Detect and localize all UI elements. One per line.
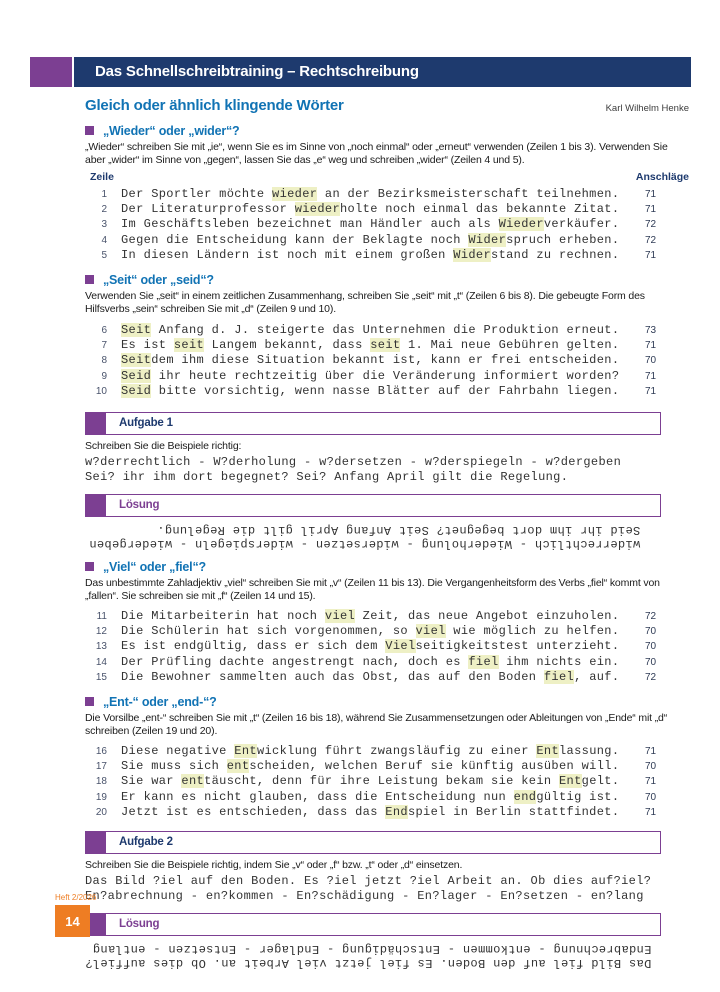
strokes-count: 71 xyxy=(645,385,657,397)
line-list xyxy=(85,323,689,399)
section-heading-label: „Ent-“ oder „end-“? xyxy=(103,695,217,710)
task-intro: Schreiben Sie die Beispiele richtig: xyxy=(85,440,242,453)
task-marker-icon xyxy=(86,832,106,853)
sentence-text: Seid bitte vorsichtig, wenn nasse Blätter auf der Fahrbahn liegen. xyxy=(121,383,620,398)
page-content xyxy=(85,97,689,969)
highlighted-segment: seit xyxy=(173,338,205,353)
highlighted-segment: Seit xyxy=(121,323,152,338)
sentence-text: Sie muss sich entscheiden, welchen Beruf sie künftig ausüben will. xyxy=(121,759,620,774)
strokes-count: 72 xyxy=(645,671,657,683)
line-number: 13 xyxy=(95,641,107,653)
mono-line: Das Bild fiel auf den Boden. Es fiel jetzt viel Arbeit an. Ob dies auffiel? xyxy=(85,956,652,971)
sentence-text: In diesen Ländern ist noch mit einem großen Widerstand zu rechnen. xyxy=(121,247,620,262)
sentence-text: Die Bewohner sammelten auch das Obst, das auf den Boden fiel, auf. xyxy=(121,669,620,684)
task-marker-icon xyxy=(86,413,106,434)
sentence-text: Die Mitarbeiterin hat noch viel Zeit, das neue Angebot einzuholen. xyxy=(121,609,620,624)
section-bullet-icon xyxy=(85,562,94,571)
line-row xyxy=(85,805,689,820)
line-number: 3 xyxy=(101,219,107,231)
line-row xyxy=(85,338,689,353)
highlighted-segment: wieder xyxy=(272,187,318,201)
section-intro: „Wieder“ schreiben Sie mit „ie“, wenn Sie es im Sinne von „noch einmal“ oder „erneut“ verwenden (Zeilen 1 bis 3). Verwenden Sie aber „wider“ im Sinne von „gegen“, lassen Sie das „e“ weg und schreiben „wider“ (Zeilen 4 und 5). xyxy=(85,141,668,166)
mono-line: widerrechtlich - Wiederholung - widersetzen - widerspiegeln - wiedergeben xyxy=(88,537,640,552)
line-row xyxy=(85,248,689,263)
solution-rotated-text xyxy=(89,523,640,550)
strokes-count: 70 xyxy=(645,656,657,668)
highlighted-segment: fiel xyxy=(543,669,575,684)
line-row xyxy=(85,609,689,624)
strokes-count: 70 xyxy=(645,791,657,803)
highlighted-segment: seit xyxy=(370,338,401,353)
sentence-text: Es ist endgültig, dass er sich dem Vielseitigkeitstest unterzieht. xyxy=(121,639,620,654)
line-number: 12 xyxy=(95,626,107,638)
line-number: 7 xyxy=(101,340,107,352)
sentence-text: Im Geschäftsleben bezeichnet man Händler auch als Wiederverkäufer. xyxy=(121,217,620,232)
task-box-1 xyxy=(85,412,661,435)
sentence-text: Diese negative Entwicklung führt zwangsläufig zu einer Entlassung. xyxy=(121,744,620,759)
line-number: 6 xyxy=(101,325,107,337)
line-number: 11 xyxy=(96,611,107,623)
line-list xyxy=(85,187,689,263)
sentence-text: Gegen die Entscheidung kann der Beklagte noch Widerspruch erheben. xyxy=(121,232,620,247)
strokes-count: 71 xyxy=(645,204,657,216)
sentence-text: Die Schülerin hat sich vorgenommen, so viel wie möglich zu helfen. xyxy=(121,624,620,639)
line-row xyxy=(85,384,689,399)
solution-label: Lösung xyxy=(119,918,160,931)
line-number: 17 xyxy=(95,761,107,773)
sentence-text: Jetzt ist es entschieden, dass das Endspiel in Berlin stattfindet. xyxy=(121,804,620,819)
line-row xyxy=(85,353,689,368)
section-heading-viel xyxy=(85,560,689,574)
task-intro: Schreiben Sie die Beispiele richtig, indem Sie „v“ oder „f“ bzw. „t“ oder „d“ einsetzen. xyxy=(85,859,463,872)
mono-line: Endabrechnung - entkommen - Entschädigung - Endlager - Entsetzen - entlang xyxy=(92,942,652,957)
line-number: 20 xyxy=(95,806,107,818)
strokes-count: 71 xyxy=(645,340,657,352)
line-row xyxy=(85,233,689,248)
line-row xyxy=(85,323,689,338)
solution-box-1 xyxy=(85,494,661,517)
line-row xyxy=(85,624,689,639)
highlighted-segment: Ent xyxy=(558,774,582,789)
line-number: 4 xyxy=(101,234,107,246)
page-footer xyxy=(55,893,96,937)
task-label: Aufgabe 1 xyxy=(119,417,173,430)
strokes-count: 71 xyxy=(645,249,657,261)
highlighted-segment: Seid xyxy=(121,368,152,383)
line-number: 14 xyxy=(95,656,107,668)
sentence-text: Der Sportler möchte wieder an der Bezirksmeisterschaft teilnehmen. xyxy=(121,187,620,201)
line-number: 1 xyxy=(101,189,107,200)
strokes-count: 71 xyxy=(645,189,657,200)
strokes-count: 71 xyxy=(645,746,657,758)
section-bullet-icon xyxy=(85,697,94,706)
line-row xyxy=(85,217,689,232)
sentence-text: Seitdem ihm diese Situation bekannt ist, kann er frei entscheiden. xyxy=(121,353,620,368)
line-row xyxy=(85,759,689,774)
section-heading-label: „Viel“ oder „fiel“? xyxy=(103,560,206,575)
highlighted-segment: end xyxy=(513,789,537,804)
sentence-text: Der Literaturprofessor wiederholte noch einmal das bekannte Zitat. xyxy=(121,202,620,217)
line-number: 2 xyxy=(101,204,107,216)
author-name: Karl Wilhelm Henke xyxy=(605,103,689,114)
strokes-count: 72 xyxy=(645,219,657,231)
strokes-count: 71 xyxy=(645,370,657,382)
strokes-count: 70 xyxy=(645,355,657,367)
line-row xyxy=(85,655,689,670)
header-banner xyxy=(30,57,691,87)
line-row xyxy=(85,202,689,217)
page-number-badge: 14 xyxy=(55,905,90,937)
line-number: 5 xyxy=(101,249,107,261)
line-number: 8 xyxy=(101,355,107,367)
section-intro: Die Vorsilbe „ent-“ schreiben Sie mit „t“ (Zeilen 16 bis 18), während Sie Zusammensetzungen oder Ableitungen von „Ende“ mit „d“ schreiben (Zeilen 19 und 20). xyxy=(85,712,668,738)
section-heading-seit xyxy=(85,273,689,287)
line-row xyxy=(85,369,689,384)
column-header-row xyxy=(85,171,689,183)
highlighted-segment: Ent xyxy=(234,744,257,759)
strokes-count: 72 xyxy=(645,234,657,246)
line-row xyxy=(85,670,689,685)
line-row xyxy=(85,744,689,759)
line-number: 16 xyxy=(95,746,107,758)
line-number: 18 xyxy=(95,776,107,788)
section-intro: Verwenden Sie „seit“ in einem zeitlichen Zusammenhang, schreiben Sie „seit“ mit „t“ (Zeilen 6 bis 8). Die gebeugte Form des Hilfsverbs „sein“ schreiben Sie mit „d“ (Zeilen 9 und 10). xyxy=(85,290,645,316)
task-lines xyxy=(85,874,689,904)
highlighted-segment: Wider xyxy=(453,247,492,262)
strokes-count: 71 xyxy=(645,806,657,818)
highlighted-segment: ent xyxy=(181,774,205,789)
line-row xyxy=(85,774,689,789)
strokes-count: 70 xyxy=(645,626,657,638)
mono-line: Sei? ihr ihm dort begegnet? Sei? Anfang April gilt die Regelung. xyxy=(85,470,569,485)
sentence-text: Der Prüfling dachte angestrengt nach, doch es fiel ihm nichts ein. xyxy=(121,654,620,669)
highlighted-segment: Seit xyxy=(121,353,152,368)
strokes-count: 70 xyxy=(645,761,657,773)
task-marker-icon xyxy=(86,495,106,516)
sentence-text: Sie war enttäuscht, denn für ihre Leistung bekam sie kein Entgelt. xyxy=(121,774,620,789)
highlighted-segment: Viel xyxy=(385,639,416,654)
highlighted-segment: ent xyxy=(226,759,250,774)
section-bullet-icon xyxy=(85,126,94,135)
mono-line: Seid ihr ihm dort begegnet? Seit Anfang April gilt die Regelung. xyxy=(156,523,640,538)
line-number: 9 xyxy=(101,370,107,382)
highlighted-segment: wieder xyxy=(294,202,340,217)
line-row xyxy=(85,790,689,805)
title-row xyxy=(85,97,689,114)
mono-line: En?abrechnung - en?kommen - En?schädigung - En?lager - En?setzen - en?lang xyxy=(85,889,644,904)
sentence-text: Es ist seit Langem bekannt, dass seit 1. Mai neue Gebühren gelten. xyxy=(121,338,620,353)
highlighted-segment: Seid xyxy=(121,383,152,398)
highlighted-segment: fiel xyxy=(468,654,499,669)
strokes-count: 70 xyxy=(645,641,657,653)
column-header-line: Zeile xyxy=(90,171,114,183)
issue-label: Heft 2/2026 xyxy=(55,893,97,902)
section-heading-label: „Wieder“ oder „wider“? xyxy=(103,124,240,138)
strokes-count: 73 xyxy=(645,325,657,337)
task-box-2 xyxy=(85,831,661,854)
page-title: Gleich oder ähnlich klingende Wörter xyxy=(85,97,344,114)
mono-line: Das Bild ?iel auf den Boden. Es ?iel jetzt ?iel Arbeit an. Ob dies auf?iel? xyxy=(85,874,652,889)
highlighted-segment: viel xyxy=(415,624,446,639)
highlighted-segment: Ent xyxy=(536,744,559,759)
sentence-text: Seit Anfang d. J. steigerte das Unternehmen die Produktion erneut. xyxy=(121,323,620,338)
line-number: 10 xyxy=(95,385,107,397)
section-bullet-icon xyxy=(85,275,94,284)
column-header-strokes: Anschläge xyxy=(635,171,689,183)
highlighted-segment: End xyxy=(385,804,408,819)
highlighted-segment: Wider xyxy=(468,232,507,247)
line-row xyxy=(85,187,689,202)
sentence-text: Er kann es nicht glauben, dass die Entscheidung nun endgültig ist. xyxy=(121,789,620,804)
solution-label: Lösung xyxy=(119,499,160,512)
solution-rotated-text xyxy=(85,942,651,969)
highlighted-segment: Wieder xyxy=(498,217,544,232)
line-list xyxy=(85,744,689,820)
line-list xyxy=(85,609,689,685)
strokes-count: 72 xyxy=(645,611,657,623)
banner-title: Das Schnellschreibtraining – Rechtschreibung xyxy=(74,57,691,87)
section-heading-ent xyxy=(85,695,689,709)
mono-line: w?derrechtlich - W?derholung - w?dersetzen - w?derspiegeln - w?dergeben xyxy=(85,455,622,470)
highlighted-segment: viel xyxy=(324,609,356,624)
section-heading-label: „Seit“ oder „seid“? xyxy=(103,273,214,288)
strokes-count: 71 xyxy=(645,776,657,788)
task-label: Aufgabe 2 xyxy=(119,836,173,849)
banner-accent-square xyxy=(30,57,72,87)
line-number: 19 xyxy=(95,791,107,803)
line-number: 15 xyxy=(95,671,107,683)
section-heading-wieder xyxy=(85,124,689,138)
solution-box-2 xyxy=(85,913,661,936)
sentence-text: Seid ihr heute rechtzeitig über die Veränderung informiert worden? xyxy=(121,368,620,383)
task-lines xyxy=(85,455,689,485)
line-row xyxy=(85,639,689,654)
section-intro: Das unbestimmte Zahladjektiv „viel“ schreiben Sie mit „v“ (Zeilen 11 bis 13). Die Vergangenheitsform des Verbs „fiel“ kommt von „fallen“. Sie schreiben sie mit „f“ (Zeilen 14 und 15). xyxy=(85,577,660,603)
